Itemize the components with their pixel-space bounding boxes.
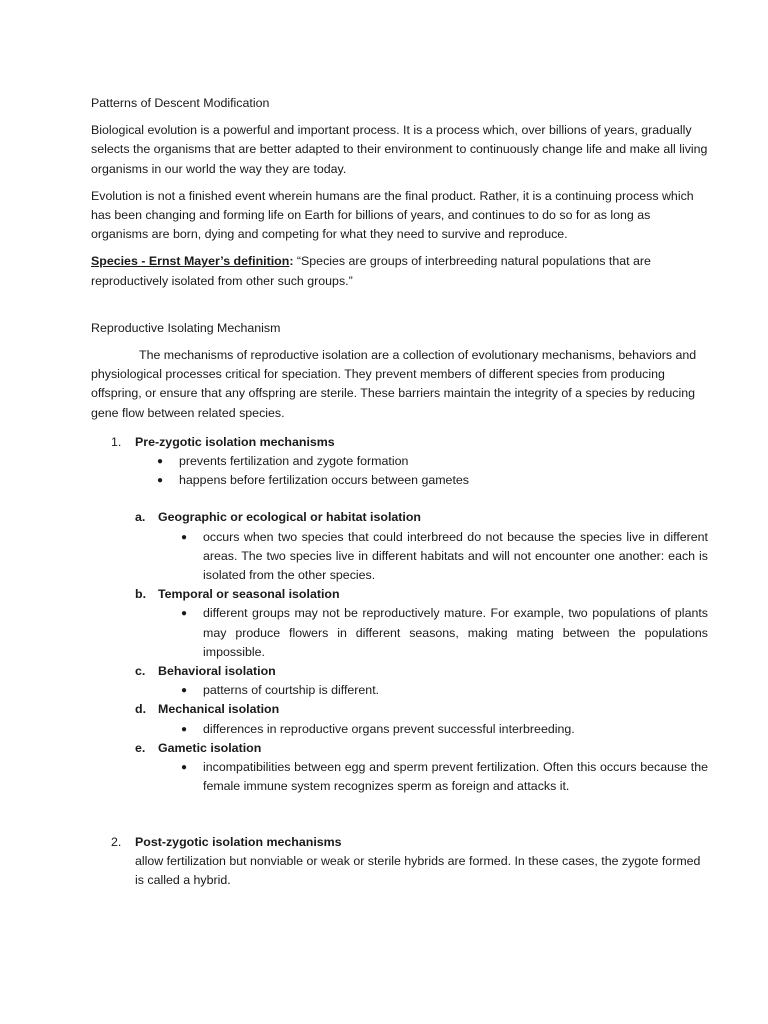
section-heading: Reproductive Isolating Mechanism	[91, 320, 281, 335]
sub-item-habitat	[135, 508, 708, 585]
numbered-list	[91, 433, 708, 890]
paragraph-3: The mechanisms of reproductive isolation are a collection of evolutionary mechanisms, behaviors and physiological processes critical for speciation. They prevent members of different species from producing offspring, or ensure that any offspring are sterile. These barriers maintain the integrity of a species by reducing gene flow between related species.	[91, 348, 697, 420]
paragraph-2: Evolution is not a finished event wherein humans are the final product. Rather, it is a continuing process which has been changing and forming life on Earth for billions of years, and continues to do so for as long as organisms are born, dying and competing for what they need to survive and reproduce.	[91, 188, 694, 242]
list-item-post-zygotic	[91, 833, 708, 891]
bullet-list	[181, 720, 708, 739]
doc-title: Patterns of Descent Modification	[91, 96, 270, 110]
list-item: ● differences in reproductive organs prevent successful interbreeding.	[181, 720, 708, 739]
sub-marker: b.	[135, 587, 147, 602]
bullet-icon: ●	[181, 762, 188, 774]
bullet-list	[181, 528, 708, 586]
sub-marker: e.	[135, 740, 146, 755]
definition-colon: :	[289, 254, 294, 269]
list-item: ● prevents fertilization and zygote formation	[157, 452, 708, 471]
sub-item-mechanical	[135, 700, 708, 738]
sub-title: Behavioral isolation	[158, 664, 276, 679]
sub-marker: d.	[135, 702, 147, 717]
bullet-icon: ●	[157, 456, 164, 468]
species-definition	[91, 252, 708, 290]
sub-marker: a.	[135, 510, 146, 525]
sub-item-behavioral	[135, 662, 708, 700]
sub-title: Mechanical isolation	[158, 702, 280, 717]
list-item: ● incompatibilities between egg and sperm prevent fertilization. Often this occurs because the female immune system recognizes sperm as foreign and attacks it.	[181, 760, 708, 794]
sub-list	[135, 508, 708, 796]
bullet-list	[181, 604, 708, 662]
paragraph-1: Biological evolution is a powerful and important process. It is a process which, over billions of years, gradually selects the organisms that are better adapted to their environment to continuously change life and make all living organisms in our world the way they are today.	[91, 123, 708, 176]
sub-title: Temporal or seasonal isolation	[158, 587, 340, 602]
bullet-icon: ●	[181, 608, 188, 620]
bullet-icon: ●	[181, 685, 188, 697]
sub-title: Geographic or ecological or habitat isolation	[158, 510, 421, 525]
item-title: Pre-zygotic isolation mechanisms	[135, 434, 335, 449]
bullet-list	[181, 681, 708, 700]
bullet-icon: ●	[181, 531, 188, 543]
bullet-list	[157, 452, 708, 490]
sub-marker: c.	[135, 664, 146, 679]
definition-text: “Species are groups of interbreeding natural populations that are reproductively isolated from other such groups.”	[91, 254, 651, 288]
list-item: ● patterns of courtship is different.	[181, 681, 708, 700]
list-item-pre-zygotic	[91, 433, 708, 797]
sub-item-temporal	[135, 585, 708, 662]
list-item: ● different groups may not be reproductively mature. For example, two populations of plants may produce flowers in different seasons, making mating between the populations impossible.	[181, 606, 708, 659]
list-item: ● occurs when two species that could interbreed do not because the species live in different areas. The two species live in different habitats and will not encounter one another: each is isolated from the other species.	[181, 529, 708, 583]
sub-item-gametic	[135, 739, 708, 797]
bullet-icon: ●	[157, 475, 164, 487]
list-item: ● happens before fertilization occurs between gametes	[157, 471, 708, 490]
list-marker: 2.	[111, 834, 122, 849]
definition-label: Species - Ernst Mayer’s definition	[91, 254, 290, 269]
bullet-list	[181, 758, 708, 796]
item-description: allow fertilization but nonviable or weak or sterile hybrids are formed. In these cases, the zygote formed is called a hybrid.	[135, 853, 701, 887]
bullet-icon: ●	[181, 723, 188, 735]
item-title: Post-zygotic isolation mechanisms	[135, 834, 342, 849]
sub-title: Gametic isolation	[158, 740, 262, 755]
list-marker: 1.	[111, 434, 122, 449]
